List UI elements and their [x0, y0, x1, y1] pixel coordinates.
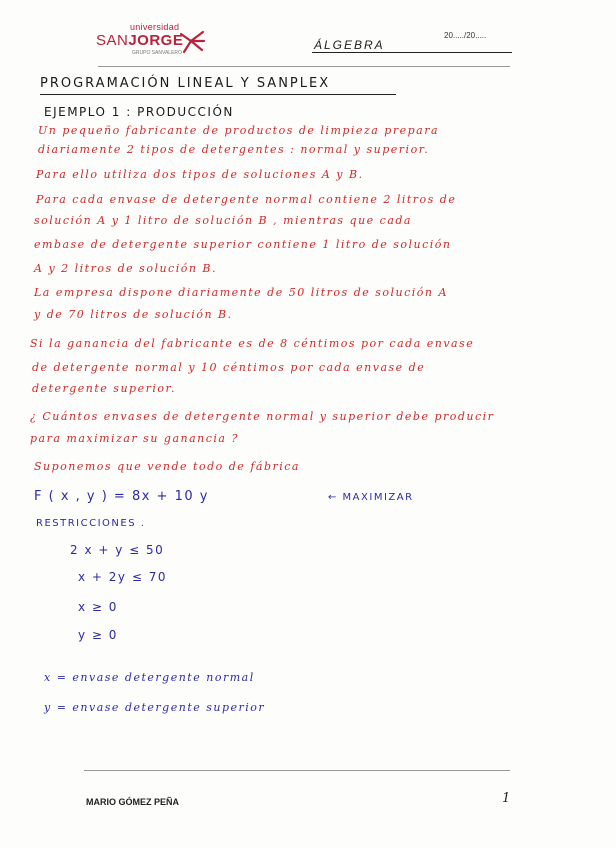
subject-title: ÁLGEBRA: [312, 38, 512, 53]
statement-line: A y 2 litros de solución B.: [34, 262, 218, 275]
statement-line: Para ello utiliza dos tipos de soluciones A y B.: [36, 168, 364, 181]
restriction-line: x ≥ 0: [78, 600, 118, 614]
restriction-line: y ≥ 0: [78, 628, 118, 642]
definition-line: y = envase detergente superior: [44, 701, 266, 714]
statement-line: Para cada envase de detergente normal contiene 2 litros de: [36, 193, 457, 206]
restriction-line: x + 2y ≤ 70: [78, 570, 167, 584]
statement-line: solución A y 1 litro de solución B , mientras que cada: [34, 214, 412, 227]
page-number: 1: [502, 791, 511, 806]
statement-line: La empresa dispone diariamente de 50 litros de solución A: [34, 286, 448, 299]
statement-line: de detergente normal y 10 céntimos por cada envase de: [32, 361, 426, 374]
objective-function: F ( x , y ) = 8x + 10 y: [34, 489, 209, 504]
definition-line: x = envase detergente normal: [44, 671, 255, 684]
logo-main-b: JORGE: [128, 32, 184, 49]
header-divider: [98, 66, 510, 67]
author-name: MARIO GÓMEZ PEÑA: [86, 797, 180, 807]
statement-line: para maximizar su ganancia ?: [30, 432, 239, 445]
university-logo: [96, 22, 216, 62]
statement-line: Un pequeño fabricante de productos de limpieza prepara: [38, 124, 440, 137]
statement-line: Si la ganancia del fabricante es de 8 céntimos por cada envase: [30, 337, 475, 350]
logo-main-a: SAN: [96, 32, 129, 49]
title-underline: [40, 94, 396, 95]
statement-line: detergente superior.: [32, 382, 177, 395]
logo-main-text: [96, 32, 183, 49]
restriction-line: 2 x + y ≤ 50: [70, 543, 165, 557]
restrictions-heading: RESTRICCIONES .: [36, 518, 146, 529]
logo-top-text: universidad: [130, 22, 180, 32]
logo-sub-text: GRUPO SANVALERO: [132, 50, 182, 56]
page-title: PROGRAMACIÓN LINEAL Y SANPLEX: [40, 76, 331, 91]
statement-line: embase de detergente superior contiene 1 litro de solución: [34, 238, 452, 251]
footer-divider: [84, 770, 510, 771]
statement-line: y de 70 litros de solución B.: [34, 308, 233, 321]
statement-line: diariamente 2 tipos de detergentes : normal y superior.: [38, 143, 430, 156]
example-heading: EJEMPLO 1 : PRODUCCIÓN: [44, 105, 234, 119]
statement-line: Suponemos que vende todo de fábrica: [34, 460, 300, 473]
objective-note: ← MAXIMIZAR: [328, 492, 414, 503]
star-logo-icon: [176, 28, 206, 54]
statement-line: ¿ Cuántos envases de detergente normal y superior debe producir: [30, 410, 495, 423]
date-field: 20...../20.....: [444, 31, 487, 40]
